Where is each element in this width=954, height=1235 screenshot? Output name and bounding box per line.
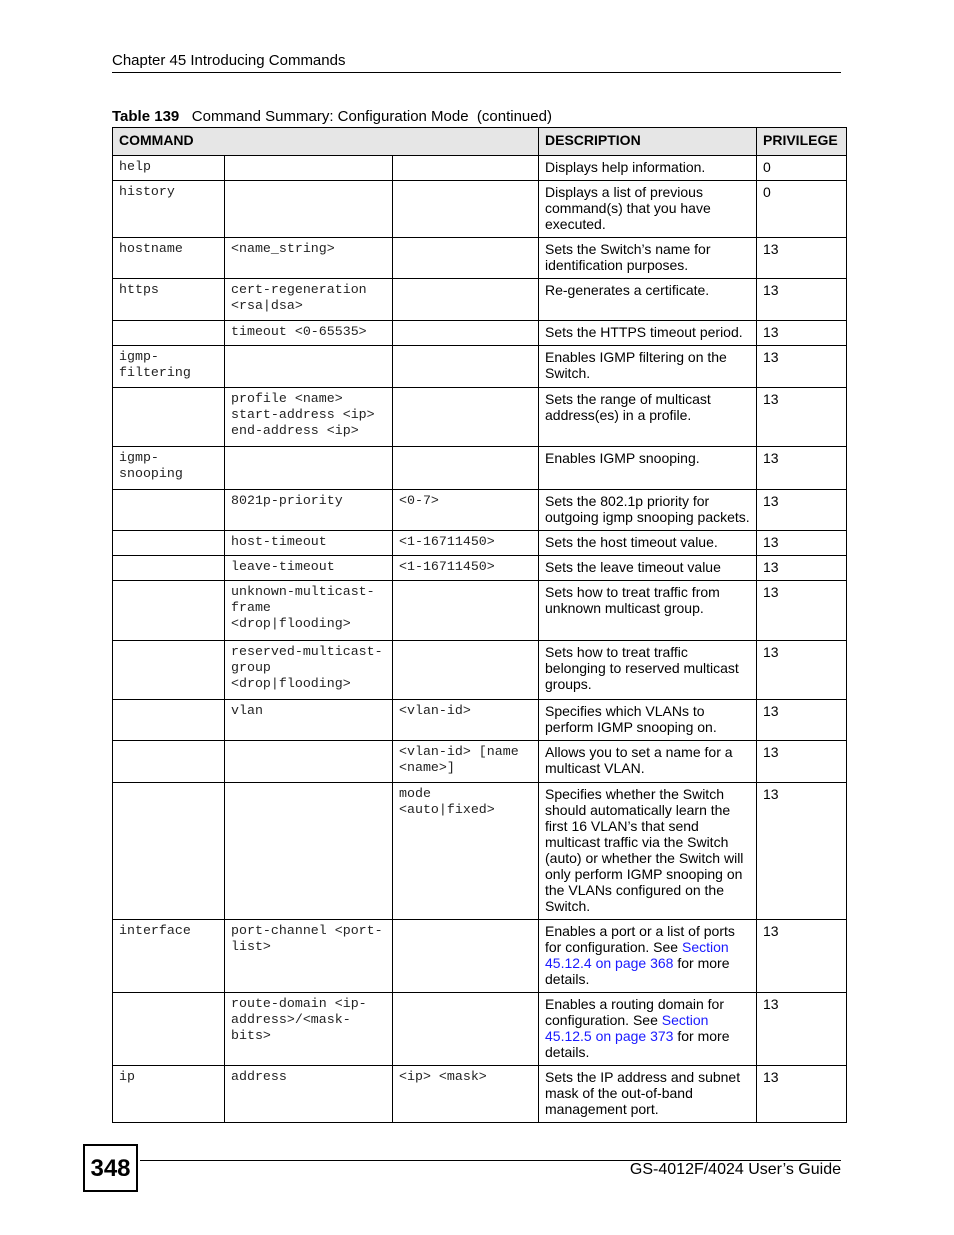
command-part-2: route-domain <ip-address>/<mask-bits> xyxy=(225,993,393,1066)
description-cell: Enables IGMP filtering on the Switch. xyxy=(539,346,757,388)
table-row xyxy=(113,388,847,447)
command-part-3 xyxy=(393,388,539,447)
header-divider xyxy=(112,72,841,73)
privilege-cell: 13 xyxy=(757,993,847,1066)
description-cell: Sets the Switch’s name for identification purposes. xyxy=(539,238,757,279)
command-part-1 xyxy=(113,700,225,741)
command-part-1 xyxy=(113,641,225,700)
command-part-1: help xyxy=(113,156,225,181)
command-part-2: cert-regeneration <rsa|dsa> xyxy=(225,279,393,321)
command-part-3: <vlan-id> [name <name>] xyxy=(393,741,539,783)
command-part-3: <1-16711450> xyxy=(393,531,539,556)
command-part-1 xyxy=(113,556,225,581)
privilege-cell: 13 xyxy=(757,388,847,447)
description-cell: Displays a list of previous command(s) that you have executed. xyxy=(539,181,757,238)
command-part-3 xyxy=(393,346,539,388)
command-part-1 xyxy=(113,993,225,1066)
command-part-1: https xyxy=(113,279,225,321)
description-cell: Sets the IP address and subnet mask of the out-of-band management port. xyxy=(539,1066,757,1123)
command-part-3 xyxy=(393,447,539,490)
command-part-3 xyxy=(393,156,539,181)
command-part-2: host-timeout xyxy=(225,531,393,556)
command-part-1: igmp-filtering xyxy=(113,346,225,388)
command-part-2 xyxy=(225,156,393,181)
description-text: Enables a port or a list of ports for configuration. See xyxy=(545,923,735,955)
command-summary-table xyxy=(112,127,847,1123)
privilege-cell: 13 xyxy=(757,641,847,700)
description-cell xyxy=(539,920,757,993)
privilege-cell: 13 xyxy=(757,490,847,531)
command-part-1: interface xyxy=(113,920,225,993)
table-row xyxy=(113,531,847,556)
command-part-1 xyxy=(113,388,225,447)
privilege-cell: 13 xyxy=(757,741,847,783)
command-part-2 xyxy=(225,346,393,388)
table-row xyxy=(113,321,847,346)
page-number: 348 xyxy=(83,1144,138,1192)
description-cell: Sets how to treat traffic belonging to reserved multicast groups. xyxy=(539,641,757,700)
table-caption xyxy=(112,108,552,125)
command-part-1 xyxy=(113,531,225,556)
command-part-3 xyxy=(393,641,539,700)
description-cell: Enables IGMP snooping. xyxy=(539,447,757,490)
privilege-cell: 13 xyxy=(757,920,847,993)
command-part-2: vlan xyxy=(225,700,393,741)
command-part-1: history xyxy=(113,181,225,238)
guide-title: GS-4012F/4024 User’s Guide xyxy=(629,1161,841,1178)
table-row xyxy=(113,279,847,321)
command-part-3: <1-16711450> xyxy=(393,556,539,581)
description-text: for more details. xyxy=(545,1028,730,1060)
command-part-1 xyxy=(113,741,225,783)
command-part-2: <name_string> xyxy=(225,238,393,279)
description-text: for more details. xyxy=(545,955,730,987)
privilege-cell: 0 xyxy=(757,156,847,181)
table-body xyxy=(113,156,847,1123)
command-part-2 xyxy=(225,741,393,783)
table-caption-label: Table 139 xyxy=(112,108,180,125)
description-cell: Allows you to set a name for a multicast VLAN. xyxy=(539,741,757,783)
command-part-2: port-channel <port-list> xyxy=(225,920,393,993)
table-row xyxy=(113,490,847,531)
description-column-header: DESCRIPTION xyxy=(539,128,757,156)
privilege-cell: 13 xyxy=(757,531,847,556)
command-column-header: COMMAND xyxy=(113,128,539,156)
command-part-2 xyxy=(225,783,393,920)
command-part-2 xyxy=(225,181,393,238)
command-part-1: igmp-snooping xyxy=(113,447,225,490)
privilege-cell: 13 xyxy=(757,1066,847,1123)
description-cell: Displays help information. xyxy=(539,156,757,181)
description-text: Enables a routing domain for configuration. See xyxy=(545,996,724,1028)
table-row xyxy=(113,741,847,783)
privilege-column-header: PRIVILEGE xyxy=(757,128,847,156)
command-part-1: hostname xyxy=(113,238,225,279)
description-cell: Specifies whether the Switch should automatically learn the first 16 VLAN’s that send multicast traffic via the Switch (auto) or whether the Switch will only perform IGMP snooping on the VLANs configured on the Switch. xyxy=(539,783,757,920)
command-part-3 xyxy=(393,920,539,993)
privilege-cell: 13 xyxy=(757,279,847,321)
command-part-3 xyxy=(393,181,539,238)
command-part-2: leave-timeout xyxy=(225,556,393,581)
description-cell: Re-generates a certificate. xyxy=(539,279,757,321)
table-row xyxy=(113,556,847,581)
command-part-3 xyxy=(393,238,539,279)
command-part-3 xyxy=(393,581,539,641)
privilege-cell: 13 xyxy=(757,346,847,388)
privilege-cell: 13 xyxy=(757,447,847,490)
command-part-2: reserved-multicast-group <drop|flooding> xyxy=(225,641,393,700)
privilege-cell: 13 xyxy=(757,581,847,641)
description-cell: Sets the range of multicast address(es) in a profile. xyxy=(539,388,757,447)
table-row xyxy=(113,783,847,920)
command-part-1 xyxy=(113,783,225,920)
table-row xyxy=(113,346,847,388)
privilege-cell: 13 xyxy=(757,556,847,581)
command-part-2: 8021p-priority xyxy=(225,490,393,531)
command-part-3 xyxy=(393,321,539,346)
command-part-2: unknown-multicast-frame <drop|flooding> xyxy=(225,581,393,641)
table-header-row xyxy=(113,128,847,156)
command-part-2: profile <name> start-address <ip> end-address <ip> xyxy=(225,388,393,447)
section-link[interactable]: Section 45.12.5 on page 373 xyxy=(545,1012,709,1044)
table-row xyxy=(113,181,847,238)
table-caption-text: Command Summary: Configuration Mode (continued) xyxy=(191,108,552,125)
description-cell: Sets how to treat traffic from unknown multicast group. xyxy=(539,581,757,641)
command-part-2: address xyxy=(225,1066,393,1123)
command-part-3: <vlan-id> xyxy=(393,700,539,741)
table-row xyxy=(113,581,847,641)
section-link[interactable]: Section 45.12.4 on page 368 xyxy=(545,939,729,971)
table-row xyxy=(113,238,847,279)
description-cell: Specifies which VLANs to perform IGMP snooping on. xyxy=(539,700,757,741)
privilege-cell: 13 xyxy=(757,783,847,920)
command-part-1 xyxy=(113,581,225,641)
command-part-1 xyxy=(113,321,225,346)
table-row xyxy=(113,993,847,1066)
command-part-3 xyxy=(393,279,539,321)
description-cell: Sets the 802.1p priority for outgoing igmp snooping packets. xyxy=(539,490,757,531)
command-part-3 xyxy=(393,993,539,1066)
table-row xyxy=(113,700,847,741)
table-row xyxy=(113,641,847,700)
chapter-header: Chapter 45 Introducing Commands xyxy=(112,52,346,69)
command-part-3: mode <auto|fixed> xyxy=(393,783,539,920)
privilege-cell: 13 xyxy=(757,321,847,346)
command-part-2: timeout <0-65535> xyxy=(225,321,393,346)
description-cell xyxy=(539,993,757,1066)
table-row xyxy=(113,920,847,993)
command-part-2 xyxy=(225,447,393,490)
privilege-cell: 0 xyxy=(757,181,847,238)
description-cell: Sets the HTTPS timeout period. xyxy=(539,321,757,346)
command-part-1 xyxy=(113,490,225,531)
privilege-cell: 13 xyxy=(757,700,847,741)
table-row xyxy=(113,156,847,181)
privilege-cell: 13 xyxy=(757,238,847,279)
command-part-3: <ip> <mask> xyxy=(393,1066,539,1123)
command-part-3: <0-7> xyxy=(393,490,539,531)
table-row xyxy=(113,447,847,490)
command-part-1: ip xyxy=(113,1066,225,1123)
table-row xyxy=(113,1066,847,1123)
description-cell: Sets the host timeout value. xyxy=(539,531,757,556)
description-cell: Sets the leave timeout value xyxy=(539,556,757,581)
